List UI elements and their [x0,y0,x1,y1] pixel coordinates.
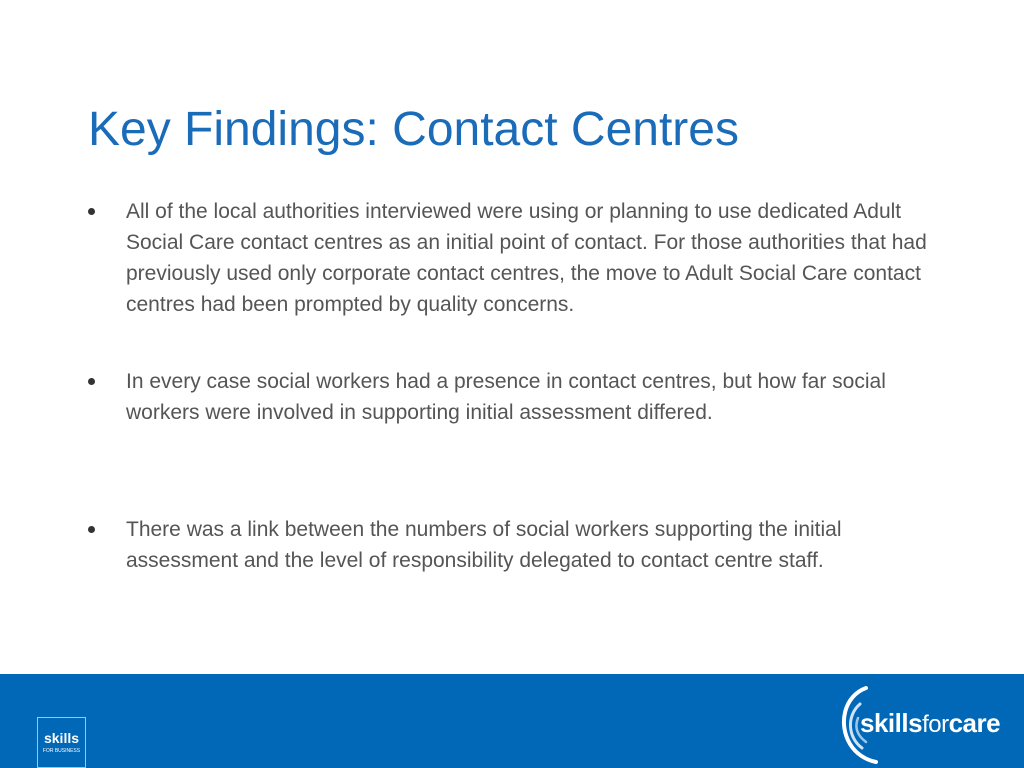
wordmark-skills: skills [860,708,923,738]
wordmark-care: care [948,708,1001,738]
bullet-text: There was a link between the numbers of social workers supporting the initial assessment and the level of responsibility delegated to contact centre staff. [126,518,842,572]
bullet-item [88,366,948,428]
bullet-text: In every case social workers had a presence in contact centres, but how far social workers were involved in supporting initial assessment differed. [126,370,886,424]
skills-for-care-logo [836,684,1016,764]
bullet-list [88,196,948,576]
skills-for-care-wordmark [860,708,1000,739]
footer-band [0,674,1024,768]
slide-title: Key Findings: Contact Centres [88,103,739,156]
bullet-icon [88,526,95,533]
bullet-item [88,196,948,320]
bullet-icon [88,208,95,215]
wordmark-for: for [922,711,949,738]
skills-for-business-logo [37,717,86,768]
skills-for-business-logo-word: skills [43,730,80,746]
bullet-icon [88,378,95,385]
bullet-item [88,514,948,576]
bullet-text: All of the local authorities interviewed were using or planning to use dedicated Adult Social Care contact centres as an initial point of contact. For those authorities that had previously used only corporate contact centres, the move to Adult Social Care contact centres had been prompted by quality concerns. [126,200,927,316]
skills-for-business-logo-sub: FOR BUSINESS [42,748,81,754]
